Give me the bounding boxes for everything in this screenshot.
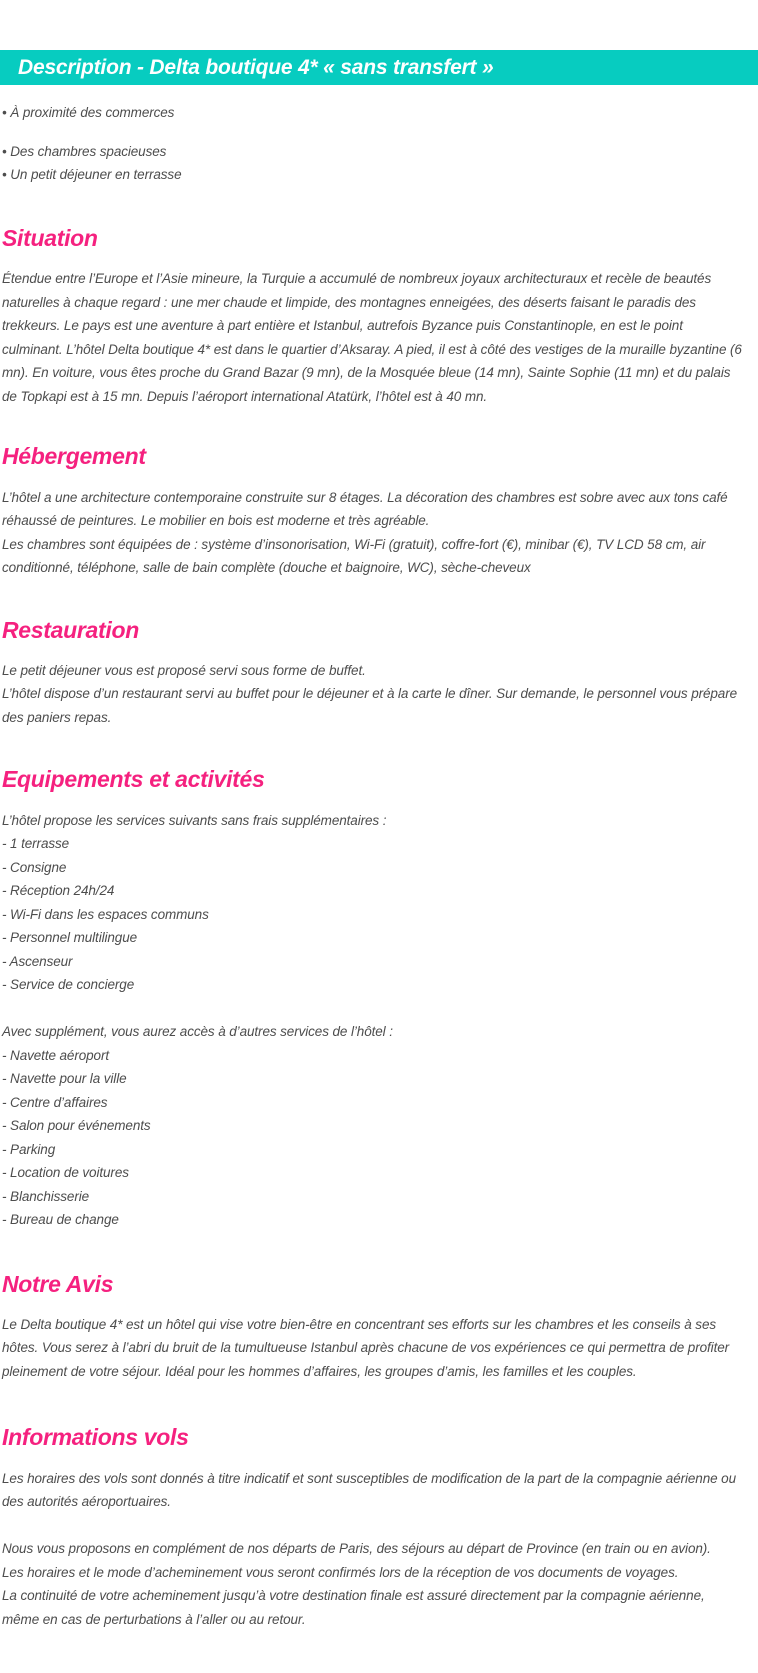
list-spacer bbox=[2, 997, 744, 1021]
intro-bullet-list bbox=[2, 101, 744, 186]
paragraph: Le Delta boutique 4* est un hôtel qui vise votre bien-être en concentrant ses efforts sur les chambres et les conseils à ses hôtes. Vous serez à l’abri du bruit de la tumultueuse Istanbul après chacune de vos expériences ce qui permettra de profiter pleinement de votre séjour. Idéal pour les hommes d’affaires, les groupes d’amis, les familles et les couples. bbox=[2, 1316, 730, 1379]
document-page bbox=[0, 50, 758, 1631]
paragraph: Les chambres sont équipées de : système d’insonorisation, Wi-Fi (gratuit), coffre-fort (€), minibar (€), TV LCD 58 cm, air conditionné, téléphone, salle de bain complète (douche et baignoire, WC), sèche-cheveux bbox=[2, 536, 706, 576]
section-heading-notre-avis: Notre Avis bbox=[2, 1270, 114, 1297]
list-item: • Des chambres spacieuses bbox=[2, 144, 167, 159]
section-notre-avis bbox=[2, 1272, 744, 1384]
section-informations-vols bbox=[2, 1425, 744, 1631]
section-body-hebergement bbox=[2, 486, 744, 580]
list-item: - Blanchisserie bbox=[2, 1188, 90, 1204]
section-heading-hebergement: Hébergement bbox=[2, 443, 146, 470]
paragraph: Les horaires des vols sont donnés à titre indicatif et sont susceptibles de modification de la part de la compagnie aérienne ou des autorités aéroportuaires. bbox=[2, 1470, 737, 1510]
extra-services-intro: Avec supplément, vous aurez accès à d’autres services de l’hôtel : bbox=[2, 1024, 393, 1040]
paragraph: Le petit déjeuner vous est proposé servi sous forme de buffet. bbox=[2, 662, 366, 678]
document-content bbox=[0, 101, 758, 1631]
list-item: - Navette pour la ville bbox=[2, 1071, 127, 1087]
section-hebergement bbox=[2, 444, 744, 579]
list-item: - Consigne bbox=[2, 859, 67, 875]
paragraph: Étendue entre l’Europe et l’Asie mineure, la Turquie a accumulé de nombreux joyaux architecturaux et recèle de beautés naturelles à chaque regard : une mer chaude et limpide, des montagnes enneigées, des déserts faisant le paradis des trekkeurs. Le pays est une aventure à part entière et Istanbul, autrefois Byzance puis Constantinople, en est le point culminant. L’hôtel Delta boutique 4* est dans le quartier d’Aksaray. A pied, il est à côté des vestiges de la muraille byzantine (6 mn). En voiture, vous êtes proche du Grand Bazar (9 mn), de la Mosquée bleue (14 mn), Sainte Sophie (11 mn) et du palais de Topkapi est à 15 mn. Depuis l’aéroport international Atatürk, l’hôtel est à 40 mn. bbox=[2, 271, 742, 404]
section-body-situation bbox=[2, 267, 744, 408]
description-banner bbox=[0, 50, 758, 85]
section-heading-equipements: Equipements et activités bbox=[2, 766, 265, 793]
section-equipements bbox=[2, 767, 744, 1231]
list-item: - Salon pour événements bbox=[2, 1118, 151, 1134]
list-item: - Wi-Fi dans les espaces communs bbox=[2, 906, 209, 922]
section-body-informations-vols bbox=[2, 1467, 744, 1632]
paragraph-spacer bbox=[2, 1514, 744, 1538]
paragraph: L’hôtel a une architecture contemporaine construite sur 8 étages. La décoration des chambres est sobre avec aux tons café réhaussé de peintures. Le mobilier en bois est moderne et très agréable. bbox=[2, 489, 728, 529]
list-item: • Un petit déjeuner en terrasse bbox=[2, 167, 182, 182]
section-body-equipements bbox=[2, 809, 744, 1232]
paragraph: La continuité de votre acheminement jusqu’à votre destination finale est assuré directement par la compagnie aérienne, même en cas de perturbations à l’aller ou au retour. bbox=[2, 1588, 705, 1627]
list-item: - Centre d’affaires bbox=[2, 1094, 108, 1110]
list-item: • À proximité des commerces bbox=[2, 105, 175, 120]
section-heading-restauration: Restauration bbox=[2, 616, 139, 643]
list-item: - Bureau de change bbox=[2, 1212, 119, 1228]
list-item: - Ascenseur bbox=[2, 953, 73, 969]
section-heading-situation: Situation bbox=[2, 225, 98, 251]
section-body-restauration bbox=[2, 659, 744, 730]
section-heading-informations-vols: Informations vols bbox=[2, 1424, 189, 1451]
section-body-notre-avis bbox=[2, 1313, 744, 1384]
paragraph: Nous vous proposons en complément de nos départs de Paris, des séjours au départ de Province (en train ou en avion). bbox=[2, 1541, 711, 1557]
included-services-intro: L’hôtel propose les services suivants sans frais supplémentaires : bbox=[2, 812, 387, 828]
section-restauration bbox=[2, 618, 744, 730]
paragraph: L’hôtel dispose d’un restaurant servi au buffet pour le déjeuner et à la carte le dîner. Sur demande, le personnel vous prépare des paniers repas. bbox=[2, 686, 738, 725]
paragraph: Les horaires et le mode d’acheminement vous seront confirmés lors de la réception de vos documents de voyages. bbox=[2, 1564, 679, 1580]
list-item: - Location de voitures bbox=[2, 1165, 129, 1181]
banner-title: Description - Delta boutique 4* « sans transfert » bbox=[18, 56, 494, 79]
list-item: - Service de concierge bbox=[2, 977, 135, 993]
list-item: - Navette aéroport bbox=[2, 1047, 110, 1063]
list-item: - Parking bbox=[2, 1141, 56, 1157]
section-situation bbox=[2, 226, 744, 408]
list-item: - 1 terrasse bbox=[2, 836, 70, 852]
list-item: - Réception 24h/24 bbox=[2, 883, 115, 899]
list-item: - Personnel multilingue bbox=[2, 930, 138, 946]
